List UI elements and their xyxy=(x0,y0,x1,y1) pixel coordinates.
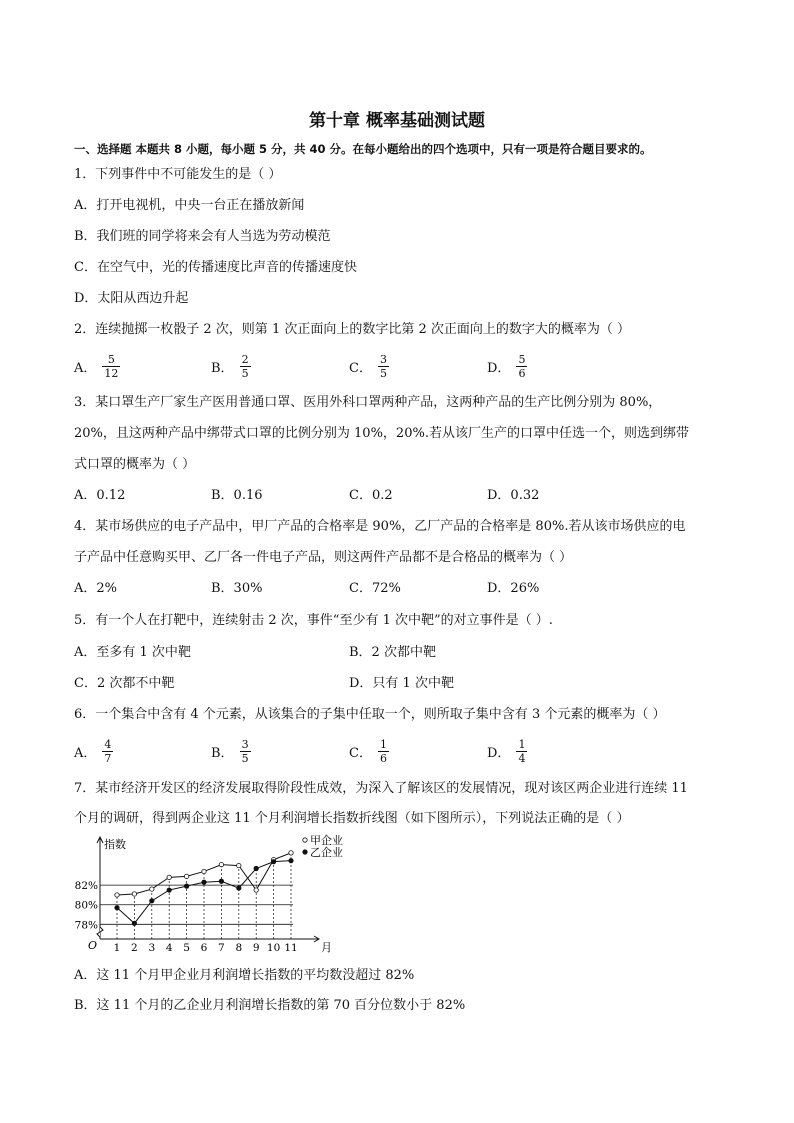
legend-label: 乙企业 xyxy=(310,846,343,859)
numerator: 3 xyxy=(241,737,249,751)
numerator: 4 xyxy=(104,737,112,751)
numerator: 5 xyxy=(107,352,115,366)
q4-stem-line-1: 4．某市场供应的电子产品中，甲厂产品的合格率是 90%，乙厂产品的合格率是 80%.若从该市场供应的电 xyxy=(74,519,686,534)
series-1-point xyxy=(150,887,154,891)
fraction xyxy=(102,738,113,765)
q5-option-c[interactable]: C．2 次都不中靶 xyxy=(74,676,175,691)
series-1-point xyxy=(219,862,223,866)
q7-stem-line-1: 7．某市经济开发区的经济发展取得阶段性成效，为深入了解该区的发展情况，现对该区两企业进行连续 11 xyxy=(74,781,688,796)
fraction xyxy=(378,738,389,765)
fraction xyxy=(240,353,251,380)
x-tick-label: 11 xyxy=(284,942,298,954)
y-axis-label: 指数 xyxy=(104,838,126,851)
page-title: 第十章 概率基础测试题 xyxy=(309,111,485,131)
fraction xyxy=(102,353,120,380)
q2-stem: 2．连续抛掷一枚骰子 2 次，则第 1 次正面向上的数字比第 2 次正面向上的数字大的概率为（ ） xyxy=(74,322,631,337)
option-label: D． xyxy=(487,360,511,376)
x-tick-label: 6 xyxy=(200,942,208,954)
x-tick-label: 8 xyxy=(235,942,243,954)
legend-label: 甲企业 xyxy=(310,834,343,847)
q6-option-d[interactable] xyxy=(487,734,527,768)
q5-option-b[interactable]: B．2 次都中靶 xyxy=(349,645,436,660)
y-tick-label: 80% xyxy=(74,899,98,912)
option-label: C． xyxy=(349,360,372,376)
q1-option-b[interactable]: B．我们班的同学将来会有人当选为劳动模范 xyxy=(74,229,331,244)
q1-option-c[interactable]: C．在空气中，光的传播速度比声音的传播速度快 xyxy=(74,260,357,275)
q2-option-d[interactable] xyxy=(487,349,527,383)
series-1-point xyxy=(115,893,119,897)
y-tick-label: 78% xyxy=(74,919,98,932)
fraction xyxy=(240,738,251,765)
series-2-point xyxy=(271,859,275,863)
series-1-point xyxy=(254,888,258,892)
q5-stem: 5．有一个人在打靶中，连续射击 2 次，事件“至少有 1 次中靶”的对立事件是（ ）. xyxy=(74,613,553,628)
option-label: A． xyxy=(74,360,97,376)
q6-stem: 6．一个集合中含有 4 个元素，从该集合的子集中任取一个，则所取子集中含有 3 个元素的概率为（ ） xyxy=(74,707,666,722)
q3-option-c[interactable]: C．0.2 xyxy=(349,488,393,503)
x-axis-label: 月 xyxy=(321,941,332,954)
series-2-point xyxy=(219,879,223,883)
profit-growth-line-chart xyxy=(70,834,360,958)
x-tick-label: 1 xyxy=(113,942,121,954)
legend-marker xyxy=(303,850,307,854)
series-2-point xyxy=(184,884,188,888)
option-label: B． xyxy=(211,360,234,376)
series-2-point xyxy=(254,866,258,870)
x-tick-label: 3 xyxy=(148,942,156,954)
q1-option-a[interactable]: A．打开电视机，中央一台正在播放新闻 xyxy=(74,198,305,213)
q2-option-c[interactable] xyxy=(349,349,389,383)
y-tick-label: 82% xyxy=(74,880,98,893)
numerator: 1 xyxy=(379,737,387,751)
q7-stem-line-2: 个月的调研，得到两企业这 11 个月利润增长指数折线图（如下图所示），下列说法正确的是（ ） xyxy=(74,811,630,826)
x-tick-label: 10 xyxy=(266,942,281,954)
numerator: 1 xyxy=(518,737,526,751)
q6-option-c[interactable] xyxy=(349,734,389,768)
x-tick-label: 2 xyxy=(131,942,138,954)
series-2-point xyxy=(289,858,293,862)
denominator: 7 xyxy=(104,751,112,765)
legend-marker xyxy=(303,838,307,842)
denominator: 6 xyxy=(518,366,526,380)
numerator: 5 xyxy=(518,352,526,366)
denominator: 5 xyxy=(241,751,249,765)
q3-stem-line-3: 式口罩的概率为（ ） xyxy=(74,457,196,472)
q5-option-d[interactable]: D．只有 1 次中靶 xyxy=(349,676,454,691)
option-label: B． xyxy=(211,745,234,761)
fraction xyxy=(516,353,527,380)
q4-option-c[interactable]: C．72% xyxy=(349,581,401,596)
fraction xyxy=(378,353,389,380)
x-tick-label: 4 xyxy=(165,942,173,954)
q6-option-b[interactable] xyxy=(211,734,251,768)
denominator: 4 xyxy=(518,751,526,765)
origin-label: O xyxy=(88,939,98,952)
denominator: 5 xyxy=(241,366,249,380)
option-label: C． xyxy=(349,745,372,761)
q1-stem: 1．下列事件中不可能发生的是（ ） xyxy=(74,167,282,182)
option-label: D． xyxy=(487,745,511,761)
q4-option-a[interactable]: A．2% xyxy=(74,581,118,596)
q3-stem-line-1: 3．某口罩生产厂家生产医用普通口罩、医用外科口罩两种产品，这两种产品的生产比例分别为 80%， xyxy=(74,395,662,410)
numerator: 2 xyxy=(241,352,249,366)
series-2-point xyxy=(167,888,171,892)
q3-option-a[interactable]: A．0.12 xyxy=(74,488,126,503)
denominator: 12 xyxy=(104,366,119,380)
q3-option-b[interactable]: B．0.16 xyxy=(211,488,263,503)
numerator: 3 xyxy=(379,352,387,366)
q6-option-a[interactable] xyxy=(74,734,113,768)
section-heading: 一、选择题 本题共 8 小题，每小题 5 分，共 40 分。在每小题给出的四个选项中，只有一项是符合题目要求的。 xyxy=(74,142,652,156)
q4-stem-line-2: 子产品中任意购买甲、乙厂各一件电子产品，则这两件产品都不是合格品的概率为（ ） xyxy=(74,550,573,565)
q2-option-b[interactable] xyxy=(211,349,251,383)
series-1-point xyxy=(237,863,241,867)
x-tick-label: 9 xyxy=(252,942,260,954)
series-2-point xyxy=(150,899,154,903)
option-label: A． xyxy=(74,745,97,761)
fraction xyxy=(516,738,527,765)
q3-stem-line-2: 20%，且这两种产品中绑带式口罩的比例分别为 10%，20%.若从该厂生产的口罩中任选一个，则选到绑带 xyxy=(74,426,689,441)
q4-option-b[interactable]: B．30% xyxy=(211,581,263,596)
q1-option-d[interactable]: D．太阳从西边升起 xyxy=(74,291,189,306)
q7-option-a[interactable]: A．这 11 个月甲企业月利润增长指数的平均数没超过 82% xyxy=(74,968,415,983)
q4-option-d[interactable]: D．26% xyxy=(487,581,540,596)
series-2-point xyxy=(237,886,241,890)
x-tick-label: 5 xyxy=(183,942,190,954)
series-2-point xyxy=(202,880,206,884)
series-1-point xyxy=(167,875,171,879)
series-1-point xyxy=(289,851,293,855)
q7-option-b[interactable]: B．这 11 个月的乙企业月利润增长指数的第 70 百分位数小于 82% xyxy=(74,998,466,1013)
series-1-point xyxy=(202,869,206,873)
denominator: 6 xyxy=(379,751,387,765)
q5-option-a[interactable]: A．至多有 1 次中靶 xyxy=(74,645,191,660)
q2-option-a[interactable] xyxy=(74,349,120,383)
x-tick-label: 7 xyxy=(218,942,225,954)
denominator: 5 xyxy=(379,366,387,380)
series-1-point xyxy=(184,874,188,878)
q3-option-d[interactable]: D．0.32 xyxy=(487,488,540,503)
series-2-point xyxy=(132,921,136,925)
series-2-point xyxy=(115,905,119,909)
series-1-point xyxy=(132,892,136,896)
